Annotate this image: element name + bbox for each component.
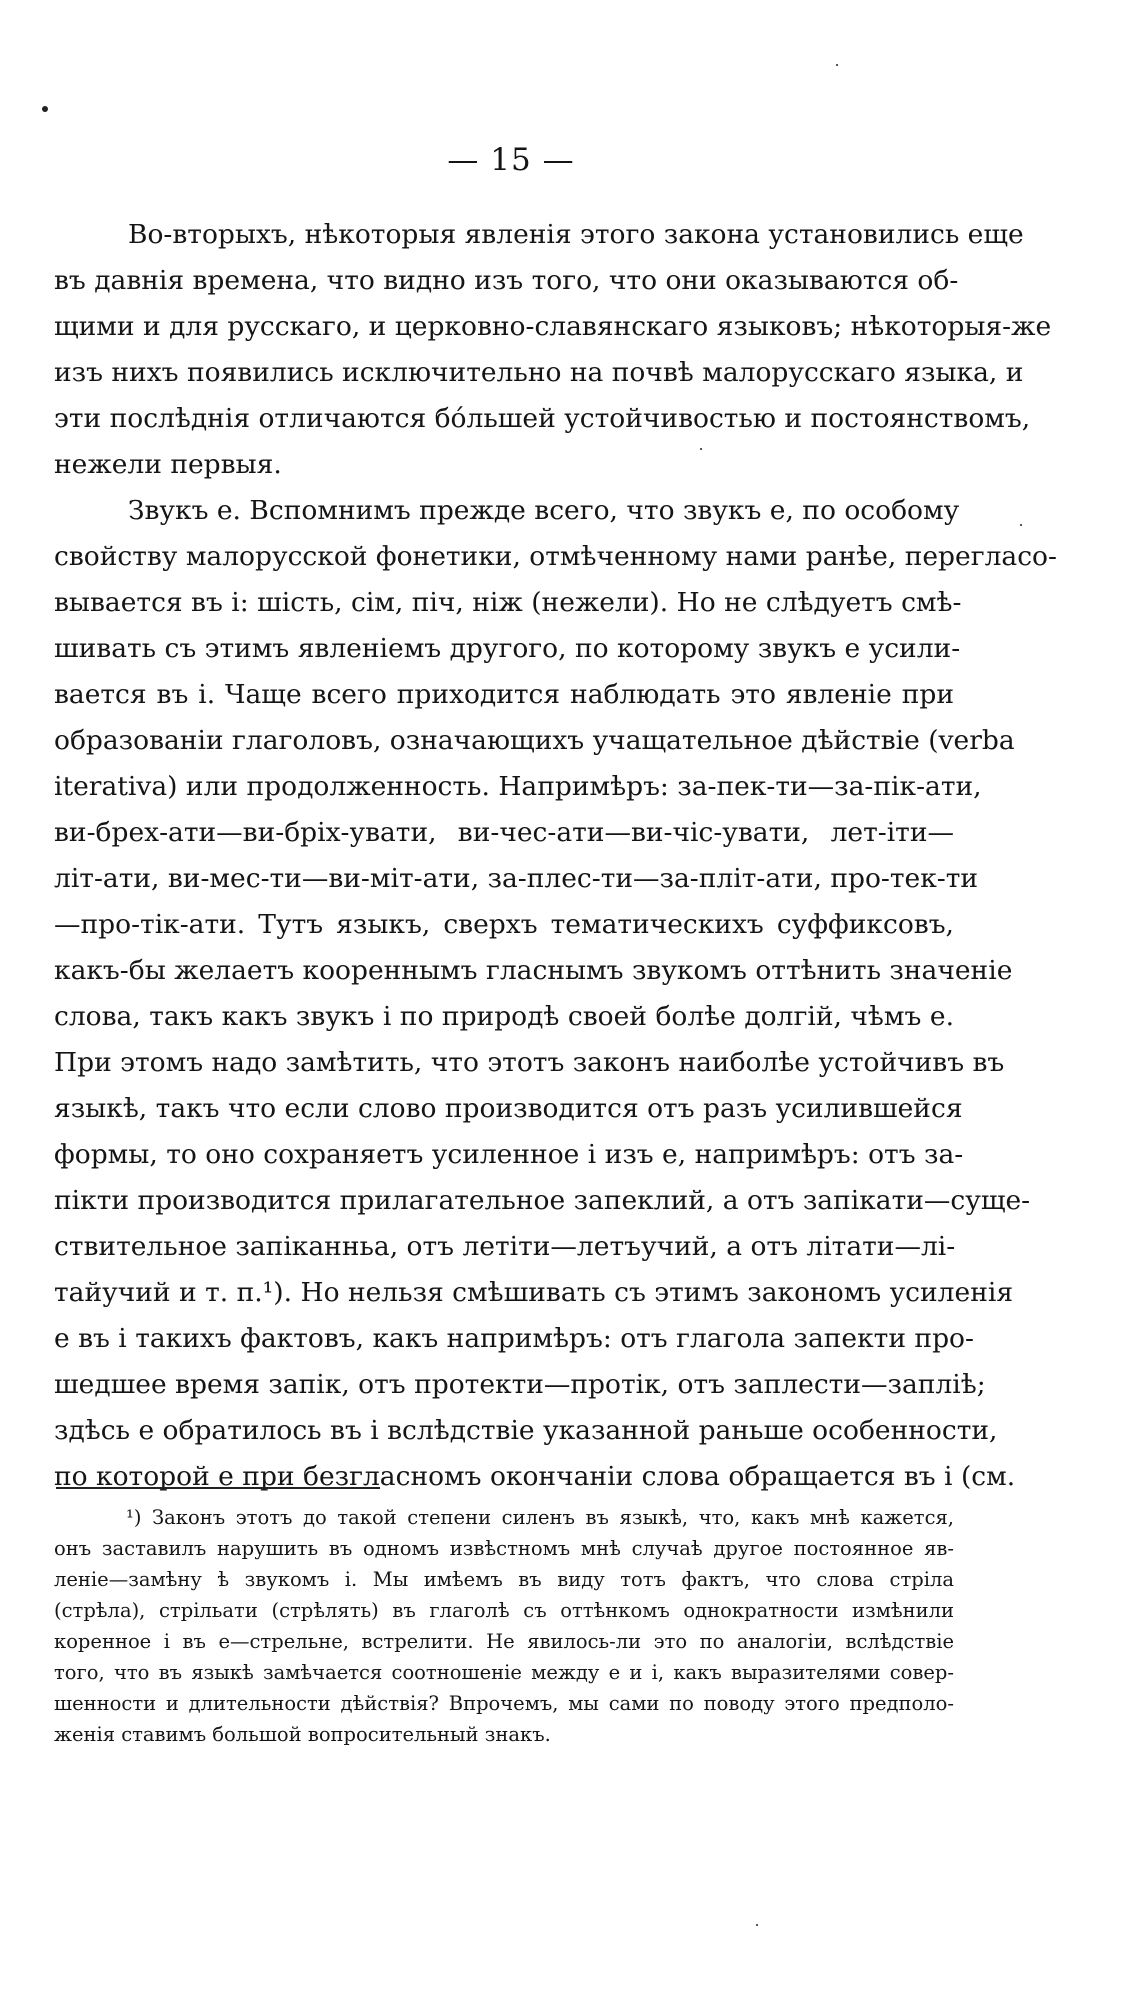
text-line: шивать съ этимъ явленіемъ другого, по которому звукъ е усили- [54, 633, 961, 664]
footnote-line: (стрѣла), стрільати (стрѣлять) въ глаголѣ съ оттѣнкомъ однократности измѣнили [54, 1599, 954, 1622]
footnote-line: женія ставимъ большой вопросительный знакъ. [54, 1723, 551, 1746]
speck-mark [756, 1924, 758, 1926]
footnote-line: коренное і въ е—стрельне, встрелити. Не явилось-ли это по аналогіи, вслѣдствіе [54, 1630, 954, 1653]
footnote-separator [56, 1487, 380, 1489]
text-line: образованіи глаголовъ, означающихъ учащательное дѣйствіе (verba [54, 725, 1015, 756]
footnotes [54, 1502, 954, 1750]
speck-mark [1020, 524, 1022, 526]
text-line: здѣсь е обратилось въ і вслѣдствіе указанной раньше особенности, [54, 1415, 998, 1446]
text-line: ви-брех-ати—ви-бріх-увати, ви-чес-ати—ви-чіс-увати, лет-іти— [54, 817, 954, 848]
footnote-line: онъ заставилъ нарушить въ одномъ извѣстномъ мнѣ случаѣ другое постоянное яв- [54, 1537, 954, 1560]
footnote-line: ¹) Законъ этотъ до такой степени силенъ въ языкѣ, что, какъ мнѣ кажется, [126, 1506, 954, 1529]
text-line: Звукъ е. Вспомнимъ прежде всего, что звукъ е, по особому [128, 495, 960, 526]
text-line: шедшее время запік, отъ протекти—протік, отъ заплести—запліѣ; [54, 1369, 986, 1400]
text-line: літ-ати, ви-мес-ти—ви-міт-ати, за-плес-ти—за-пліт-ати, про-тек-ти [54, 863, 979, 894]
text-line: Во-вторыхъ, нѣкоторыя явленія этого закона установились еще [128, 219, 1024, 250]
speck-mark [42, 106, 48, 112]
speck-mark [836, 64, 838, 66]
text-line: пікти производится прилагательное запеклий, а отъ запікати—суще- [54, 1185, 1031, 1216]
page-number: — 15 — [447, 142, 575, 178]
text-line: эти послѣднія отличаются бóльшей устойчивостью и постоянствомъ, [54, 403, 1031, 434]
main-text [54, 212, 1057, 1500]
text-line: какъ-бы желаетъ коореннымъ гласнымъ звукомъ оттѣнить значеніе [54, 955, 1013, 986]
text-line: по которой е при безгласномъ окончаніи слова обращается въ і (см. [54, 1461, 1016, 1492]
text-line: вывается въ і: шість, сім, піч, ніж (нежели). Но не слѣдуетъ смѣ- [54, 587, 962, 618]
footnote-line: леніе—замѣну ѣ звукомъ і. Мы имѣемъ въ виду тотъ фактъ, что слова стріла [54, 1568, 954, 1591]
footnote-line: шенности и длительности дѣйствія? Впрочемъ, мы сами по поводу этого предполо- [54, 1692, 954, 1715]
text-line: е въ і такихъ фактовъ, какъ напримѣръ: отъ глагола запекти про- [54, 1323, 974, 1354]
text-line: щими и для русскаго, и церковно-славянскаго языковъ; нѣкоторыя-же [54, 311, 1052, 342]
text-line: ствительное запіканньа, отъ летіти—летъучий, а отъ літати—лі- [54, 1231, 956, 1262]
text-line: При этомъ надо замѣтить, что этотъ законъ наиболѣе устойчивъ въ [54, 1047, 1005, 1078]
text-line: языкѣ, такъ что если слово производится отъ разъ усилившейся [54, 1093, 963, 1124]
text-line: изъ нихъ появились исключительно на почвѣ малорусскаго языка, и [54, 357, 1024, 388]
text-line: вается въ і. Чаще всего приходится наблюдать это явленіе при [54, 679, 954, 710]
text-line: свойству малорусской фонетики, отмѣченному нами ранѣе, перегласо- [54, 541, 1057, 572]
text-line: iterativa) или продолженность. Напримѣръ: за-пек-ти—за-пік-ати, [54, 771, 982, 802]
text-line: тайучий и т. п.¹). Но нельзя смѣшивать съ этимъ закономъ усиленія [54, 1277, 1014, 1308]
text-line: въ давнія времена, что видно изъ того, что они оказываются об- [54, 265, 959, 296]
text-line: формы, то оно сохраняетъ усиленное і изъ е, напримѣръ: отъ за- [54, 1139, 964, 1170]
text-line: слова, такъ какъ звукъ і по природѣ своей болѣе долгій, чѣмъ е. [54, 1001, 954, 1032]
footnote-line: того, что въ языкѣ замѣчается соотношеніе между е и і, какъ выразителями совер- [54, 1661, 954, 1684]
text-line: —про-тік-ати. Тутъ языкъ, сверхъ тематическихъ суффиксовъ, [54, 909, 954, 940]
text-line: нежели первыя. [54, 449, 282, 480]
